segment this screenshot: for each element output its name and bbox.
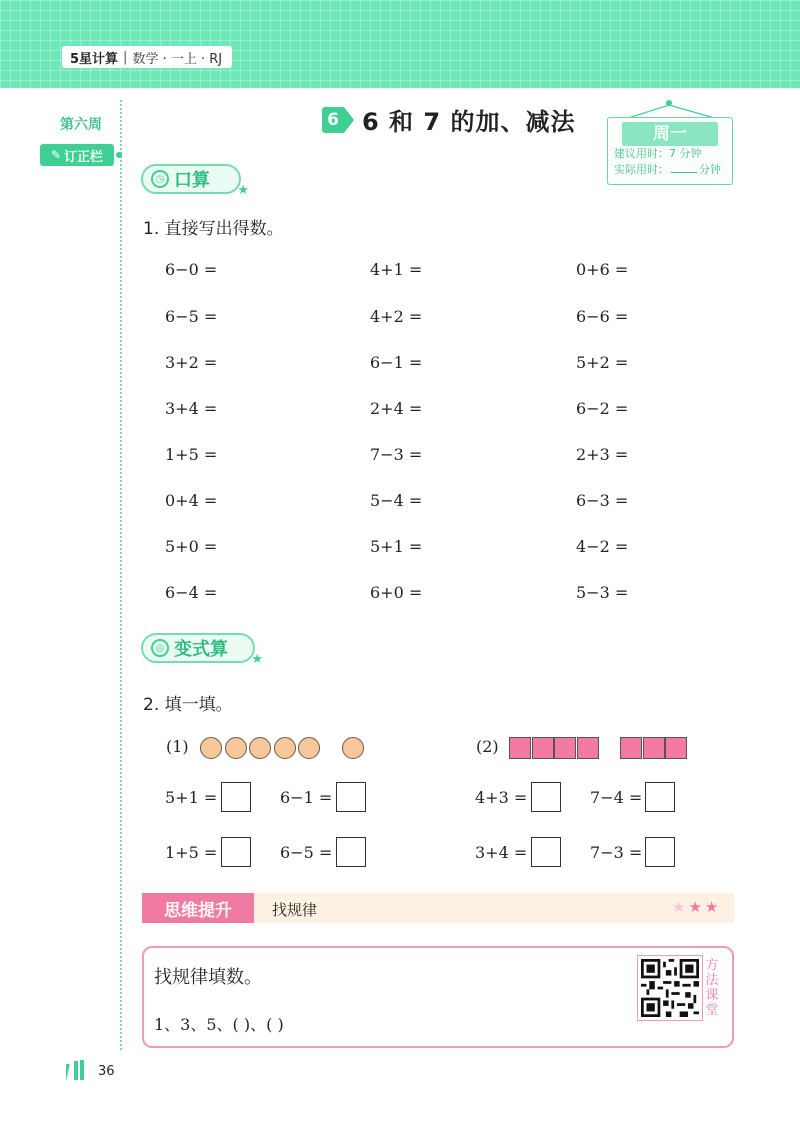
fill-equation: 3+4 = [475,843,528,862]
equation: 5+2 = [576,353,629,372]
day-card [607,117,733,185]
lesson-number-badge: 6 [322,107,344,133]
thinking-tag: 思维提升 [142,893,254,923]
counting-circle [342,737,364,759]
equation: 2+4 = [370,399,423,418]
star-icon: ★ [237,183,249,198]
question-1-heading: 1. 直接写出得数。 [143,219,284,239]
book-subtitle: 数学 · 一上 · RJ [132,51,223,67]
week-label: 第六周 [60,117,102,133]
equation: 6−0 = [165,260,218,279]
series-tag [62,46,232,68]
answer-box[interactable] [336,837,366,867]
fill-equation: 1+5 = [165,843,218,862]
section-variant-label: 变式算 [174,639,228,660]
qr-label: 方法课堂 [705,958,719,1018]
counting-square [620,737,642,759]
equation: 6−2 = [576,399,629,418]
pattern-sequence[interactable]: 1、3、5、( )、( ) [154,1015,284,1034]
pencil-icon: ✎ [50,148,62,162]
equation: 3+2 = [165,353,218,372]
stopwatch-icon: ◷ [151,170,169,188]
lesson-title [322,102,575,137]
fill-equation: 4+3 = [475,788,528,807]
chevron-right-icon [344,107,354,133]
answer-box[interactable] [645,837,675,867]
equation: 6−3 = [576,491,629,510]
equation: 7−3 = [370,445,423,464]
correction-label: 订正栏 [64,149,104,165]
star-icon: ★ [688,898,705,916]
books-icon [66,1058,88,1080]
answer-box[interactable] [336,782,366,812]
lesson-title-text: 6 和 7 的加、减法 [362,108,576,136]
answer-box[interactable] [221,837,251,867]
equation: 4−2 = [576,537,629,556]
question-2-heading: 2. 填一填。 [143,695,233,715]
counting-square [532,737,554,759]
fill-equation: 6−5 = [280,843,333,862]
fill-equation: 5+1 = [165,788,218,807]
day-label: 周一 [622,122,718,146]
section-oral-label: 口算 [174,170,210,191]
counting-circle [200,737,222,759]
brand-separator: | [123,49,128,65]
correction-tag [40,144,114,166]
actual-time-blank[interactable] [671,163,697,173]
equation: 1+5 = [165,445,218,464]
fill-equation: 6−1 = [280,788,333,807]
star-icon: ★ [672,898,689,916]
fill-equation: 7−4 = [590,788,643,807]
section-variant-pill [141,633,263,667]
counting-square [643,737,665,759]
equation: 6+0 = [370,583,423,602]
equation: 4+2 = [370,307,423,326]
qr-code-graphic [641,959,699,1017]
answer-box[interactable] [531,837,561,867]
equation: 6−1 = [370,353,423,372]
answer-box[interactable] [531,782,561,812]
actual-time [608,162,732,178]
part-1-label: (1) [166,737,189,756]
suggested-time: 建议用时：7 分钟 [614,147,702,160]
margin-divider [120,100,122,1050]
section-oral-pill [141,164,249,198]
equation: 6−4 = [165,583,218,602]
pattern-title: 找规律填数。 [154,967,262,988]
counting-circle [298,737,320,759]
equation: 5−3 = [576,583,629,602]
brand-label: 5星计算 [70,51,119,67]
counting-circle [225,737,247,759]
answer-box[interactable] [645,782,675,812]
counting-square [665,737,687,759]
equation: 4+1 = [370,260,423,279]
pin-icon [666,100,672,106]
star-icon: ★ [704,898,722,916]
target-icon: ◎ [151,639,169,657]
equation: 6−6 = [576,307,629,326]
equation: 2+3 = [576,445,629,464]
page-number: 36 [98,1064,115,1079]
counting-circle [249,737,271,759]
part-2-label: (2) [476,737,499,756]
qr-code-icon[interactable] [637,955,703,1021]
equation: 5+0 = [165,537,218,556]
actual-time-prefix: 实际用时： [614,163,669,176]
counting-square [554,737,576,759]
counting-square [577,737,599,759]
equation: 5+1 = [370,537,423,556]
equation: 6−5 = [165,307,218,326]
counting-circle [274,737,296,759]
star-icon: ★ [251,652,263,667]
fill-equation: 7−3 = [590,843,643,862]
answer-box[interactable] [221,782,251,812]
thinking-topic: 找规律 [272,901,318,919]
equation: 0+6 = [576,260,629,279]
counting-square [509,737,531,759]
equation: 5−4 = [370,491,423,510]
difficulty-stars [672,898,721,916]
header-band [0,0,800,88]
actual-time-suffix: 分钟 [699,163,721,176]
equation: 0+4 = [165,491,218,510]
equation: 3+4 = [165,399,218,418]
